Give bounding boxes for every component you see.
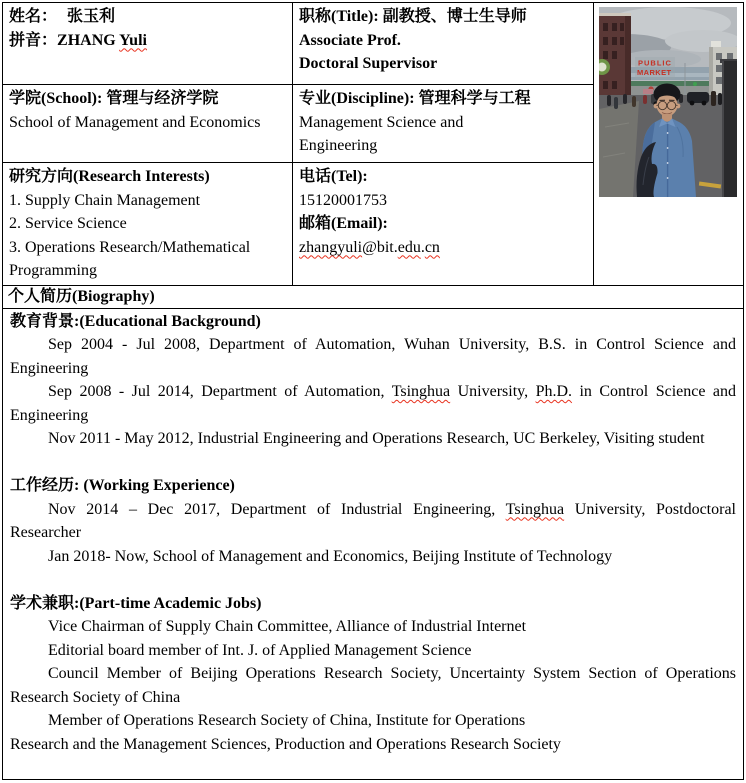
public-market-sign-text-line1: PUBLIC bbox=[638, 58, 672, 68]
discipline-label: 专业(Discipline): bbox=[299, 90, 419, 107]
name-label: 姓名： bbox=[9, 8, 58, 25]
title-en-line1: Associate Prof. bbox=[299, 31, 401, 49]
email-label: 邮箱(Email): bbox=[299, 215, 388, 232]
biography-paragraph: Sep 2004 - Jul 2008, Department of Automation, Wuhan University, B.S. in Control Science and Engineering bbox=[10, 336, 736, 377]
biography-paragraph: Jan 2018- Now, School of Management and Economics, Beijing Institute of Technology bbox=[48, 547, 613, 565]
title-cell bbox=[293, 3, 594, 85]
email-value bbox=[299, 236, 587, 260]
biography-paragraph: Research and the Management Sciences, Production and Operations Research Society bbox=[10, 735, 561, 753]
pinyin-value: ZHANG bbox=[57, 31, 120, 49]
biography-paragraph: Sep 2008 - Jul 2014, Department of Automation, Tsinghua University, Ph.D. in Control Science and Engineering bbox=[10, 383, 736, 424]
discipline-cell bbox=[293, 85, 594, 163]
profile-table bbox=[2, 2, 744, 780]
discipline-en-line1: Management Science and bbox=[299, 113, 464, 131]
school-value-cn: 管理与经济学院 bbox=[106, 90, 219, 107]
discipline-row bbox=[299, 87, 587, 111]
email-part: cn bbox=[424, 238, 440, 256]
research-interest-item: 3. Operations Research/Mathematical Programming bbox=[9, 238, 251, 279]
research-interest-item: 1. Supply Chain Management bbox=[9, 191, 201, 209]
title-label: 职称(Title): bbox=[299, 8, 383, 25]
biography-paragraph: Nov 2014 – Dec 2017, Department of Industrial Engineering, Tsinghua University, Postdoctoral Researcher bbox=[10, 500, 737, 541]
title-value-cn: 副教授、博士生导师 bbox=[382, 8, 527, 25]
pinyin-value-squiggled: Yuli bbox=[119, 31, 147, 49]
photo-post bbox=[720, 59, 737, 197]
name-value: 张玉利 bbox=[67, 8, 116, 25]
biography-paragraph: Vice Chairman of Supply Chain Committee, Alliance of Industrial Internet bbox=[48, 618, 527, 635]
research-interests-list bbox=[9, 189, 286, 283]
pinyin-row bbox=[9, 29, 286, 53]
biography-header: 个人简历(Biography) bbox=[8, 287, 155, 305]
biography-section-title: 工作经历: (Working Experience) bbox=[10, 477, 235, 494]
biography-paragraph: Council Member of Beijing Operations Research Society, Uncertainty System Section of Operations Research Society of China bbox=[10, 665, 736, 706]
public-market-sign-text-line2: MARKET bbox=[637, 68, 672, 77]
profile-photo bbox=[599, 7, 737, 197]
name-row bbox=[9, 5, 286, 29]
research-interest-item: 2. Service Science bbox=[9, 215, 127, 232]
tel-value: 15120001753 bbox=[299, 191, 387, 209]
email-part: zhangyuli bbox=[299, 238, 363, 256]
research-interests-cell bbox=[3, 163, 293, 286]
public-market-sign bbox=[635, 57, 675, 79]
biography-body bbox=[10, 310, 736, 757]
photo-cell bbox=[594, 3, 744, 286]
contact-cell bbox=[293, 163, 594, 286]
biography-body-cell bbox=[3, 308, 744, 780]
pinyin-label: 拼音： bbox=[9, 31, 58, 49]
school-label: 学院(School): bbox=[9, 90, 107, 107]
biography-paragraph: Editorial board member of Int. J. of Applied Management Science bbox=[48, 641, 472, 659]
title-en-line2: Doctoral Supervisor bbox=[299, 55, 438, 72]
research-interests-label: 研究方向(Research Interests) bbox=[9, 168, 210, 185]
school-cell bbox=[3, 85, 293, 163]
email-part: @bit. bbox=[362, 238, 398, 256]
biography-section-title: 学术兼职:(Part-time Academic Jobs) bbox=[10, 594, 262, 612]
biography-paragraph: Member of Operations Research Society of China, Institute for Operations bbox=[48, 712, 526, 729]
email-part: edu bbox=[397, 238, 421, 256]
biography-header-cell bbox=[3, 285, 744, 308]
school-row bbox=[9, 87, 286, 111]
biography-paragraph: Nov 2011 - May 2012, Industrial Engineering and Operations Research, UC Berkeley, Visiting student bbox=[48, 430, 705, 447]
school-value-en: School of Management and Economics bbox=[9, 113, 261, 131]
name-cell bbox=[3, 3, 293, 85]
title-row bbox=[299, 5, 587, 29]
discipline-en-line2: Engineering bbox=[299, 137, 378, 154]
tel-label: 电话(Tel): bbox=[299, 168, 368, 185]
email-part: . bbox=[420, 238, 425, 256]
biography-section-title: 教育背景:(Educational Background) bbox=[10, 312, 261, 330]
discipline-value-cn: 管理科学与工程 bbox=[418, 90, 531, 107]
